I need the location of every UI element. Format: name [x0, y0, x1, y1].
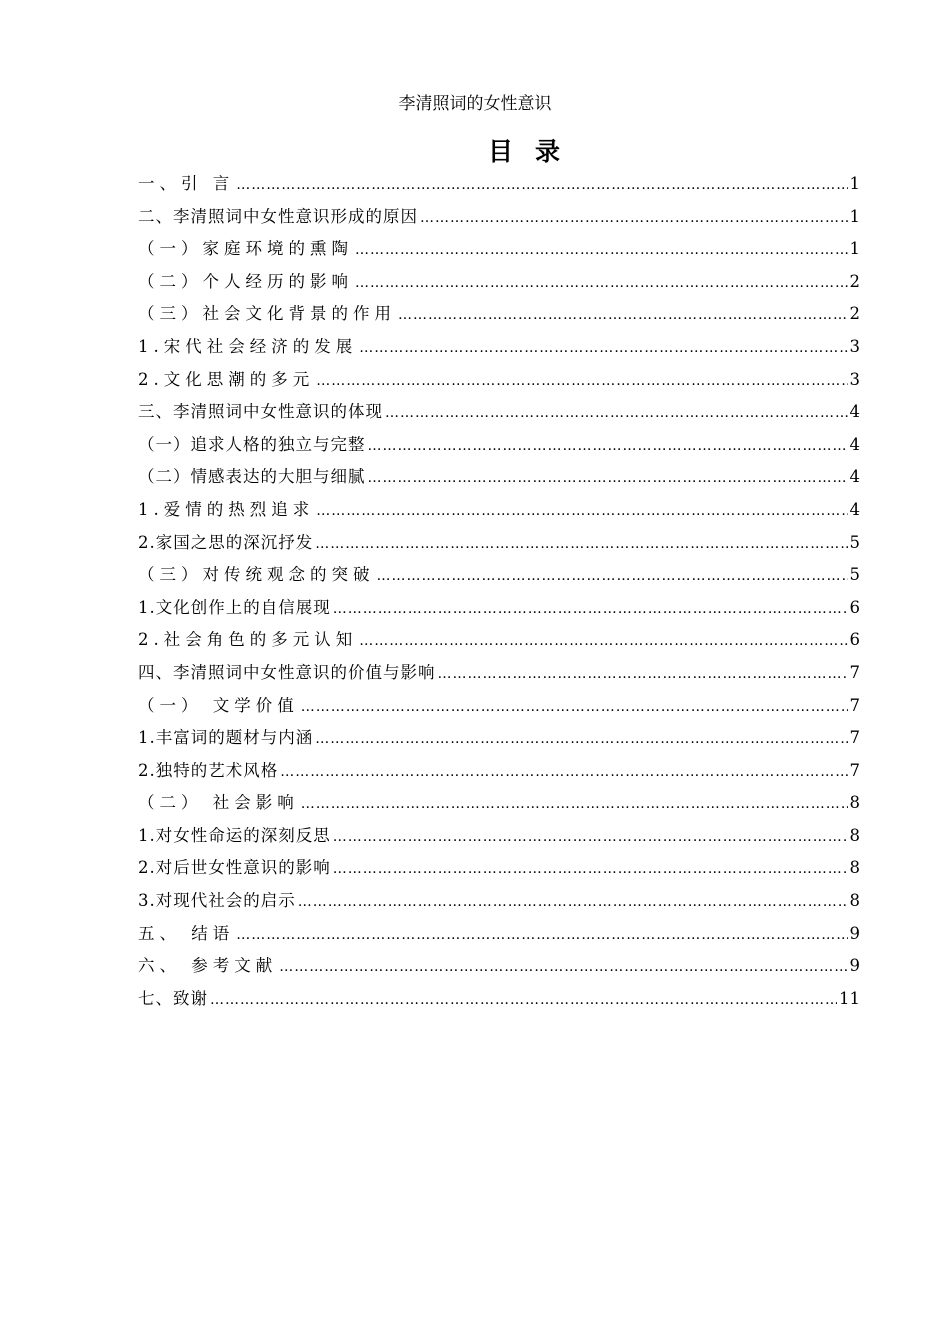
toc-leader-dots [301, 691, 848, 723]
toc-leader-dots [333, 853, 848, 885]
toc-entry-page: 7 [849, 728, 860, 748]
toc-entry-page: 7 [849, 662, 860, 682]
toc-entry-page: 9 [849, 923, 860, 943]
toc-entry-label: 六、 参考文献 [138, 956, 278, 976]
toc-entry-page: 8 [849, 825, 860, 845]
toc-entry-page: 1 [849, 239, 860, 259]
toc-leader-dots [298, 886, 848, 918]
toc-leader-dots [210, 984, 837, 1016]
toc-entry-label: （一）追求人格的独立与完整 [138, 434, 366, 454]
toc-entry-label: 2.家国之思的深沉抒发 [138, 532, 314, 552]
toc-entry-page: 5 [849, 532, 860, 552]
toc-entry[interactable] [138, 429, 860, 462]
toc-entry[interactable] [138, 624, 860, 657]
toc-entry[interactable] [138, 364, 860, 397]
toc-leader-dots [280, 756, 847, 788]
toc-leader-dots [316, 365, 847, 397]
toc-entry[interactable] [138, 787, 860, 820]
toc-entry[interactable] [138, 559, 860, 592]
toc-leader-dots [316, 495, 847, 527]
toc-entry-page: 1 [849, 206, 860, 226]
toc-entry-label: 1.对女性命运的深刻反思 [138, 825, 331, 845]
toc-entry-page: 6 [849, 630, 860, 650]
toc-entry-label: 1.宋代社会经济的发展 [138, 336, 358, 356]
toc-entry[interactable] [138, 266, 860, 299]
toc-entry[interactable] [138, 233, 860, 266]
toc-leader-dots [359, 625, 847, 657]
toc-entry-label: （一） 文学价值 [138, 695, 299, 715]
toc-leader-dots [355, 234, 848, 266]
toc-entry-label: （三）社会文化背景的作用 [138, 304, 396, 324]
toc-entry[interactable] [138, 657, 860, 690]
toc-entry[interactable] [138, 331, 860, 364]
toc-entry-label: 1.爱情的热烈追求 [138, 499, 315, 519]
toc-entry[interactable] [138, 494, 860, 527]
running-header: 李清照词的女性意识 [398, 94, 552, 114]
toc-entry-page: 3 [849, 369, 860, 389]
toc-entry[interactable] [138, 592, 860, 625]
toc-entry-label: （一）家庭环境的熏陶 [138, 239, 353, 259]
toc-entry-label: （三）对传统观念的突破 [138, 565, 375, 585]
toc-title-char-1: 目 [487, 137, 513, 166]
toc-entry-label: 2.文化思潮的多元 [138, 369, 315, 389]
toc-entry-label: 四、李清照词中女性意识的价值与影响 [138, 662, 436, 682]
toc-entry-page: 6 [849, 597, 860, 617]
toc-leader-dots [359, 332, 847, 364]
toc-entry[interactable] [138, 201, 860, 234]
toc-entry-page: 8 [849, 793, 860, 813]
toc-entry-page: 4 [849, 467, 860, 487]
toc-entry-label: 2.对后世女性意识的影响 [138, 858, 331, 878]
toc-leader-dots [377, 560, 848, 592]
toc-entry[interactable] [138, 820, 860, 853]
toc-entry-page: 2 [849, 304, 860, 324]
toc-leader-dots [438, 658, 848, 690]
toc-leader-dots [368, 462, 848, 494]
toc-leader-dots [333, 821, 848, 853]
toc-entry-page: 7 [849, 695, 860, 715]
toc-entry[interactable] [138, 527, 860, 560]
toc-entry-page: 4 [849, 402, 860, 422]
toc-entry[interactable] [138, 852, 860, 885]
toc-leader-dots [368, 430, 848, 462]
toc-entry-label: （二）情感表达的大胆与细腻 [138, 467, 366, 487]
toc-entry[interactable] [138, 755, 860, 788]
toc-entry-page: 9 [849, 956, 860, 976]
toc-entry[interactable] [138, 396, 860, 429]
toc-leader-dots [301, 788, 848, 820]
toc-entry-label: 一、引 言 [138, 174, 235, 193]
toc-entry-page: 11 [839, 988, 860, 1008]
toc-entry-page: 5 [849, 565, 860, 585]
toc-entry[interactable] [138, 983, 860, 1016]
toc-leader-dots [315, 528, 847, 560]
toc-entry[interactable] [138, 885, 860, 918]
toc-entry[interactable] [138, 950, 860, 983]
toc-entry-label: 2.社会角色的多元认知 [138, 630, 358, 650]
toc-entry-page: 7 [849, 760, 860, 780]
toc-title-char-2: 录 [535, 137, 561, 166]
toc-entry[interactable] [138, 461, 860, 494]
toc-entry-page: 8 [849, 891, 860, 911]
toc-entry-label: 3.对现代社会的启示 [138, 891, 296, 911]
toc-leader-dots [398, 299, 848, 331]
toc-entry-label: 五、 结语 [138, 923, 235, 943]
toc-entry[interactable] [138, 298, 860, 331]
toc-entry-label: （二） 社会影响 [138, 793, 299, 813]
toc-entry-page: 3 [849, 336, 860, 356]
toc-leader-dots [355, 267, 848, 299]
toc-entry-label: 1.文化创作上的自信展现 [138, 597, 331, 617]
toc-entry-page: 2 [849, 271, 860, 291]
toc-entry[interactable] [138, 690, 860, 723]
toc-title [0, 136, 950, 168]
toc-entry-page: 4 [849, 499, 860, 519]
toc-entry-page: 8 [849, 858, 860, 878]
toc-entry-page: 4 [849, 434, 860, 454]
toc-leader-dots [385, 397, 848, 429]
toc-entry-label: （二）个人经历的影响 [138, 271, 353, 291]
toc-leader-dots [333, 593, 848, 625]
toc-entry[interactable] [138, 168, 860, 201]
toc-entry-page: 1 [849, 174, 860, 193]
toc-entry[interactable] [138, 722, 860, 755]
toc-leader-dots [420, 202, 848, 234]
toc-entry-label: 七、致谢 [138, 988, 208, 1008]
toc-entry-label: 二、李清照词中女性意识形成的原因 [138, 206, 418, 226]
toc-leader-dots [236, 919, 847, 951]
toc-list [138, 168, 860, 1015]
toc-leader-dots [279, 951, 847, 983]
toc-entry-label: 2.独特的艺术风格 [138, 760, 279, 780]
toc-entry-label: 三、李清照词中女性意识的体现 [138, 402, 383, 422]
toc-entry-label: 1.丰富词的题材与内涵 [138, 728, 314, 748]
toc-leader-dots [236, 169, 847, 201]
toc-entry[interactable] [138, 918, 860, 951]
toc-leader-dots [315, 723, 847, 755]
